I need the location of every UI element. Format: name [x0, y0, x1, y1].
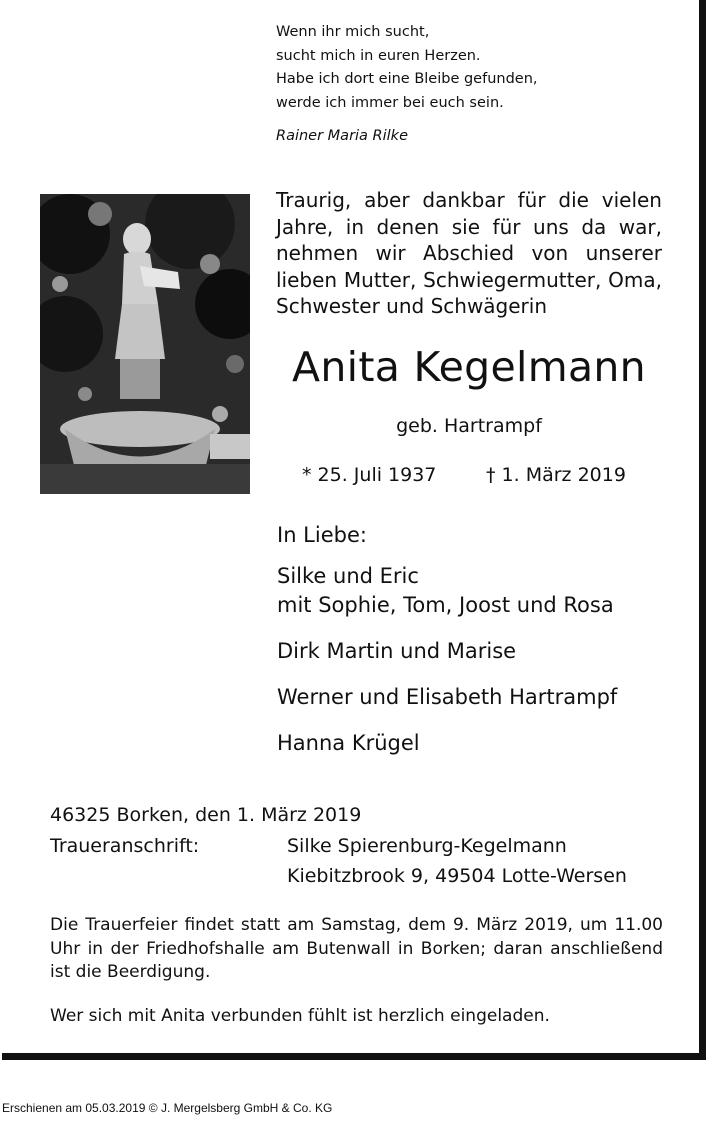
address-street: Kiebitzbrook 9, 49504 Lotte-Wersen — [287, 865, 627, 887]
ceremony-text: Die Trauerfeier findet statt am Samstag, dem 9. März 2019, um 11.00 Uhr in der Friedhofshalle am Butenwall in Borken; daran anschließend ist die Beerdigung. — [50, 915, 663, 982]
invitation-text: Wer sich mit Anita verbunden fühlt ist herzlich eingeladen. — [50, 1006, 550, 1026]
birth-date: * 25. Juli 1937 — [302, 464, 437, 486]
address-label: Traueranschrift: — [50, 835, 200, 857]
family-heading: In Liebe: — [277, 523, 367, 547]
death-date: † 1. März 2019 — [486, 464, 626, 486]
family-line: Dirk Martin und Marise — [277, 639, 517, 663]
place-date: 46325 Borken, den 1. März 2019 — [50, 804, 362, 826]
poem-line: werde ich immer bei euch sein. — [276, 94, 504, 111]
family-line: Werner und Elisabeth Hartrampf — [277, 685, 618, 709]
family-line: Hanna Krügel — [277, 731, 420, 755]
poem-author: Rainer Maria Rilke — [276, 128, 409, 144]
family-group — [277, 729, 420, 758]
family-group — [277, 562, 614, 620]
poem-line: sucht mich in euren Herzen. — [276, 47, 481, 64]
maiden-name: geb. Hartrampf — [396, 415, 542, 437]
family-group — [277, 683, 617, 712]
statue-fountain-photo — [40, 194, 250, 494]
publication-footer: Erschienen am 05.03.2019 © J. Mergelsberg GmbH & Co. KG — [2, 1101, 333, 1115]
family-line: Silke und Eric — [277, 564, 419, 588]
family-group — [277, 637, 516, 666]
deceased-name: Anita Kegelmann — [292, 343, 646, 391]
poem-line: Habe ich dort eine Bleibe gefunden, — [276, 71, 538, 87]
address-name: Silke Spierenburg-Kegelmann — [287, 835, 567, 857]
poem — [276, 21, 538, 115]
poem-line: Wenn ihr mich sucht, — [276, 24, 430, 40]
family-line: mit Sophie, Tom, Joost und Rosa — [277, 593, 614, 617]
intro-text: Traurig, aber dankbar für die vielen Jahre, in denen sie für uns da war, nehmen wir Abschied von unserer lieben Mutter, Schwiegermutter, Oma, Schwester und Schwägerin — [276, 188, 662, 318]
